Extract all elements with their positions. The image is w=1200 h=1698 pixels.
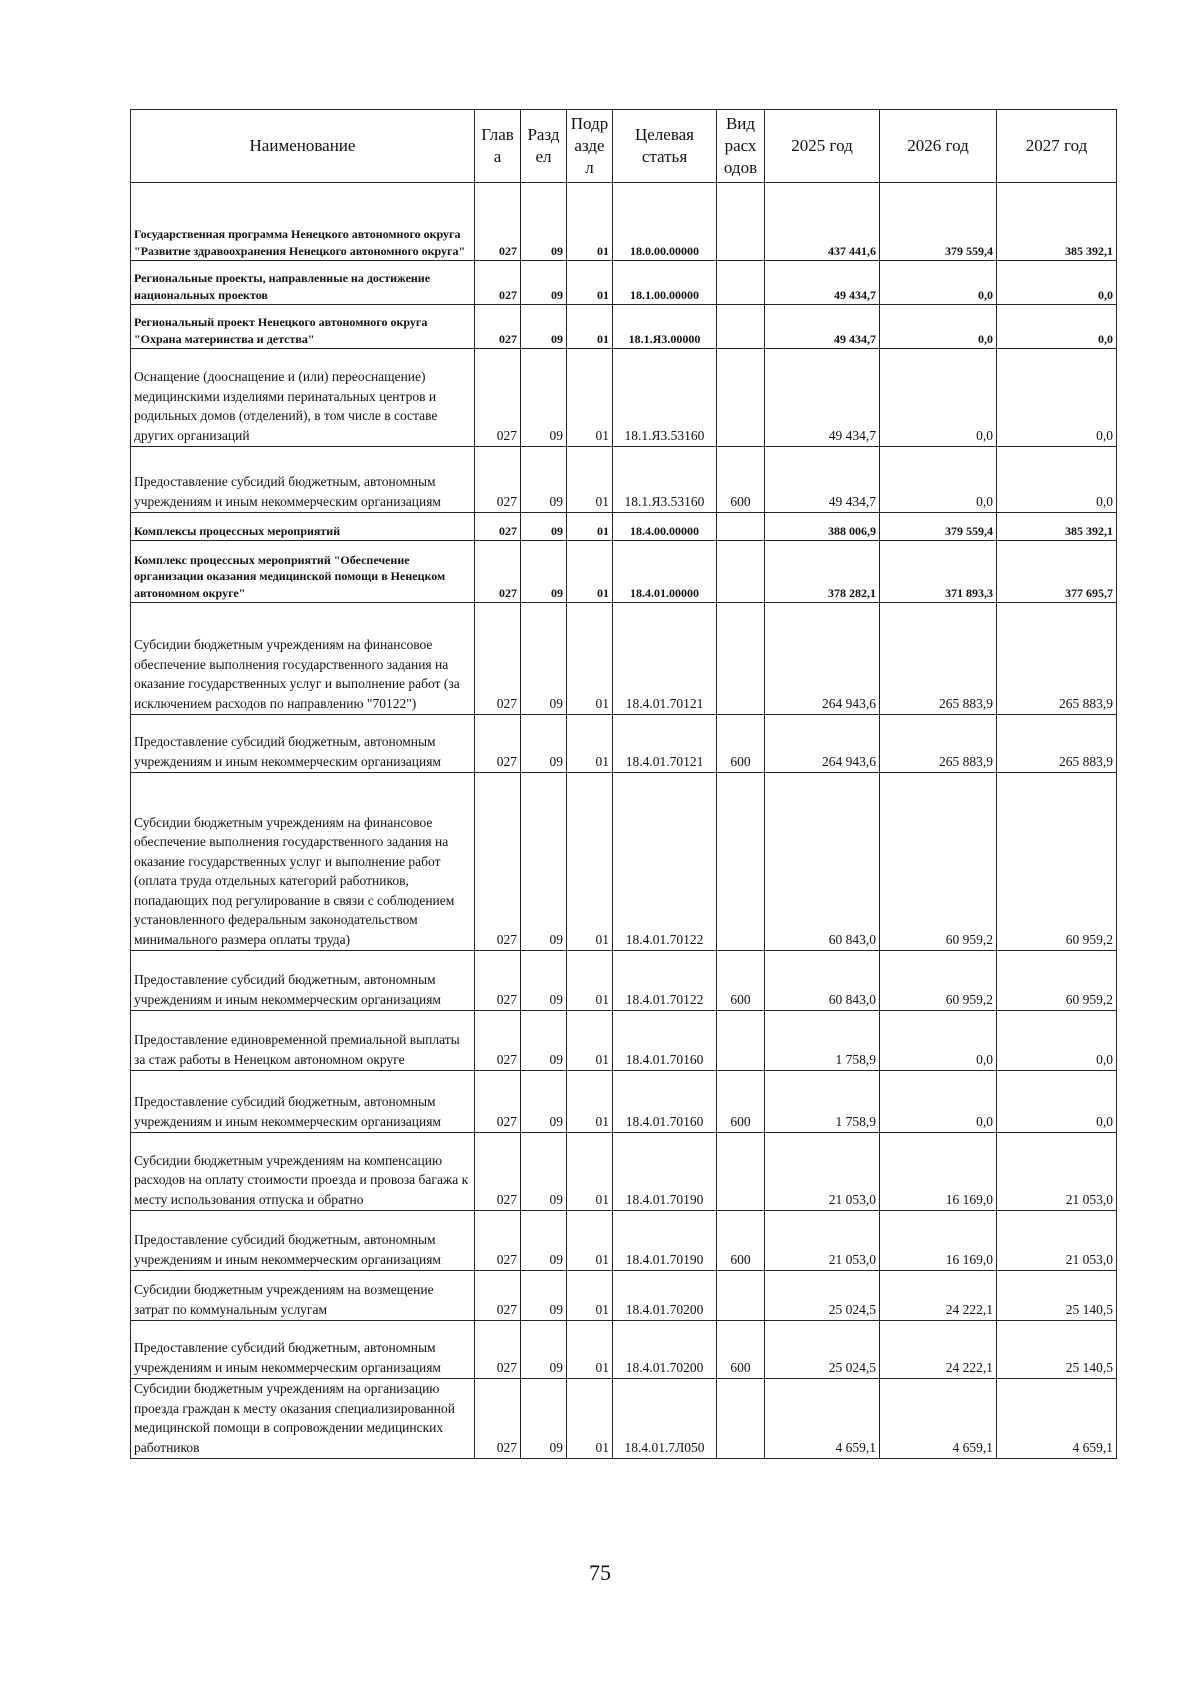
row-2027: 0,0 <box>997 1071 1117 1133</box>
row-razdel: 09 <box>521 715 567 773</box>
row-podrazdel: 01 <box>567 1133 613 1211</box>
row-vid <box>717 305 765 349</box>
row-name: Субсидии бюджетным учреждениям на организацию проезда граждан к месту оказания специализированной медицинской помощи в сопровождении медицинских работников <box>131 1379 475 1459</box>
row-vid: 600 <box>717 951 765 1011</box>
row-article: 18.1.00.00000 <box>613 261 717 305</box>
row-article: 18.4.01.70190 <box>613 1211 717 1271</box>
row-glava: 027 <box>475 349 521 447</box>
row-2027: 0,0 <box>997 447 1117 513</box>
table-row <box>131 1011 1117 1071</box>
row-razdel: 09 <box>521 1321 567 1379</box>
row-vid: 600 <box>717 1321 765 1379</box>
row-2026: 0,0 <box>880 1071 997 1133</box>
row-2027: 60 959,2 <box>997 951 1117 1011</box>
row-name: Комплексы процессных мероприятий <box>131 513 475 541</box>
row-podrazdel: 01 <box>567 1379 613 1459</box>
row-name: Региональный проект Ненецкого автономного округа "Охрана материнства и детства" <box>131 305 475 349</box>
row-2026: 24 222,1 <box>880 1321 997 1379</box>
row-vid: 600 <box>717 715 765 773</box>
row-razdel: 09 <box>521 951 567 1011</box>
row-2025: 60 843,0 <box>765 773 880 951</box>
row-name: Комплекс процессных мероприятий "Обеспечение организации оказания медицинской помощи в Ненецком автономном округе" <box>131 541 475 603</box>
row-article: 18.4.01.70200 <box>613 1271 717 1321</box>
row-glava: 027 <box>475 1133 521 1211</box>
row-vid <box>717 1271 765 1321</box>
row-vid <box>717 603 765 715</box>
row-razdel: 09 <box>521 773 567 951</box>
row-article: 18.4.01.70160 <box>613 1011 717 1071</box>
table-row <box>131 513 1117 541</box>
table-row <box>131 1133 1117 1211</box>
row-glava: 027 <box>475 513 521 541</box>
row-glava: 027 <box>475 1071 521 1133</box>
page-number: 75 <box>589 1560 611 1585</box>
row-article: 18.4.01.70122 <box>613 773 717 951</box>
row-2026: 379 559,4 <box>880 513 997 541</box>
row-podrazdel: 01 <box>567 1071 613 1133</box>
row-2026: 0,0 <box>880 349 997 447</box>
header-row <box>131 110 1117 183</box>
table-row <box>131 1271 1117 1321</box>
row-article: 18.1.Я3.00000 <box>613 305 717 349</box>
row-razdel: 09 <box>521 1071 567 1133</box>
row-razdel: 09 <box>521 1133 567 1211</box>
table-row <box>131 183 1117 261</box>
row-podrazdel: 01 <box>567 541 613 603</box>
row-podrazdel: 01 <box>567 1271 613 1321</box>
row-podrazdel: 01 <box>567 305 613 349</box>
row-glava: 027 <box>475 603 521 715</box>
row-article: 18.4.01.70160 <box>613 1071 717 1133</box>
row-razdel: 09 <box>521 447 567 513</box>
header-2026: 2026 год <box>880 110 997 183</box>
row-2027: 21 053,0 <box>997 1211 1117 1271</box>
header-glava: Глав а <box>475 110 521 183</box>
row-podrazdel: 01 <box>567 603 613 715</box>
row-article: 18.4.00.00000 <box>613 513 717 541</box>
row-2027: 377 695,7 <box>997 541 1117 603</box>
row-podrazdel: 01 <box>567 447 613 513</box>
row-name: Государственная программа Ненецкого автономного округа "Развитие здравоохранения Ненецкого автономного округа" <box>131 183 475 261</box>
row-podrazdel: 01 <box>567 349 613 447</box>
row-glava: 027 <box>475 1211 521 1271</box>
row-2026: 0,0 <box>880 261 997 305</box>
row-vid <box>717 773 765 951</box>
row-vid: 600 <box>717 1211 765 1271</box>
row-2026: 0,0 <box>880 1011 997 1071</box>
table-row <box>131 715 1117 773</box>
row-2025: 25 024,5 <box>765 1321 880 1379</box>
row-name: Субсидии бюджетным учреждениям на финансовое обеспечение выполнения государственного задания на оказание государственных услуг и выполнение работ (оплата труда отдельных категорий работников, попадающих под регулирование в связи с соблюдением установленного федеральным законодательством минимального размера оплаты труда) <box>131 773 475 951</box>
row-2026: 379 559,4 <box>880 183 997 261</box>
row-razdel: 09 <box>521 1211 567 1271</box>
row-2025: 49 434,7 <box>765 447 880 513</box>
row-glava: 027 <box>475 1011 521 1071</box>
row-article: 18.4.01.70200 <box>613 1321 717 1379</box>
header-vid: Вид расх одов <box>717 110 765 183</box>
row-2027: 0,0 <box>997 349 1117 447</box>
row-2026: 371 893,3 <box>880 541 997 603</box>
row-article: 18.4.01.7Л050 <box>613 1379 717 1459</box>
row-glava: 027 <box>475 1271 521 1321</box>
row-article: 18.4.01.70121 <box>613 715 717 773</box>
header-name: Наименование <box>131 110 475 183</box>
row-2027: 25 140,5 <box>997 1271 1117 1321</box>
row-vid <box>717 349 765 447</box>
row-2027: 0,0 <box>997 305 1117 349</box>
row-podrazdel: 01 <box>567 513 613 541</box>
row-2026: 4 659,1 <box>880 1379 997 1459</box>
header-2025: 2025 год <box>765 110 880 183</box>
row-name: Предоставление субсидий бюджетным, автономным учреждениям и иным некоммерческим организациям <box>131 1321 475 1379</box>
row-name: Предоставление единовременной премиальной выплаты за стаж работы в Ненецком автономном округе <box>131 1011 475 1071</box>
row-2025: 1 758,9 <box>765 1011 880 1071</box>
row-glava: 027 <box>475 261 521 305</box>
table-row <box>131 305 1117 349</box>
row-2025: 388 006,9 <box>765 513 880 541</box>
header-article: Целевая статья <box>613 110 717 183</box>
row-podrazdel: 01 <box>567 183 613 261</box>
row-name: Предоставление субсидий бюджетным, автономным учреждениям и иным некоммерческим организациям <box>131 1071 475 1133</box>
row-article: 18.0.00.00000 <box>613 183 717 261</box>
row-glava: 027 <box>475 951 521 1011</box>
row-glava: 027 <box>475 715 521 773</box>
row-article: 18.4.01.70122 <box>613 951 717 1011</box>
row-2025: 49 434,7 <box>765 305 880 349</box>
row-article: 18.4.01.70190 <box>613 1133 717 1211</box>
row-2026: 265 883,9 <box>880 715 997 773</box>
row-2027: 0,0 <box>997 261 1117 305</box>
row-2027: 265 883,9 <box>997 715 1117 773</box>
table-row <box>131 541 1117 603</box>
row-name: Субсидии бюджетным учреждениям на финансовое обеспечение выполнения государственного задания на оказание государственных услуг и выполнение работ (за исключением расходов по направлению "70122") <box>131 603 475 715</box>
row-2025: 4 659,1 <box>765 1379 880 1459</box>
row-2025: 437 441,6 <box>765 183 880 261</box>
row-razdel: 09 <box>521 1379 567 1459</box>
row-vid: 600 <box>717 1071 765 1133</box>
row-glava: 027 <box>475 305 521 349</box>
table-row <box>131 1321 1117 1379</box>
row-2027: 0,0 <box>997 1011 1117 1071</box>
row-article: 18.4.01.00000 <box>613 541 717 603</box>
row-2026: 0,0 <box>880 447 997 513</box>
row-vid <box>717 183 765 261</box>
budget-table-sheet <box>130 109 1116 1459</box>
row-2027: 25 140,5 <box>997 1321 1117 1379</box>
row-name: Оснащение (дооснащение и (или) переоснащение) медицинскими изделиями перинатальных центров и родильных домов (отделений), в том числе в составе других организаций <box>131 349 475 447</box>
row-podrazdel: 01 <box>567 951 613 1011</box>
row-name: Субсидии бюджетным учреждениям на компенсацию расходов на оплату стоимости проезда и провоза багажа к месту использования отпуска и обратно <box>131 1133 475 1211</box>
row-article: 18.1.Я3.53160 <box>613 447 717 513</box>
table-row <box>131 773 1117 951</box>
row-name: Предоставление субсидий бюджетным, автономным учреждениям и иным некоммерческим организациям <box>131 715 475 773</box>
header-2027: 2027 год <box>997 110 1117 183</box>
row-vid <box>717 1379 765 1459</box>
row-glava: 027 <box>475 1321 521 1379</box>
table-row <box>131 447 1117 513</box>
row-2027: 4 659,1 <box>997 1379 1117 1459</box>
table-row <box>131 603 1117 715</box>
row-2025: 264 943,6 <box>765 603 880 715</box>
row-vid: 600 <box>717 447 765 513</box>
row-2026: 60 959,2 <box>880 951 997 1011</box>
row-name: Предоставление субсидий бюджетным, автономным учреждениям и иным некоммерческим организациям <box>131 951 475 1011</box>
row-podrazdel: 01 <box>567 1211 613 1271</box>
table-row <box>131 261 1117 305</box>
row-glava: 027 <box>475 1379 521 1459</box>
row-2025: 49 434,7 <box>765 261 880 305</box>
row-2025: 1 758,9 <box>765 1071 880 1133</box>
row-2027: 265 883,9 <box>997 603 1117 715</box>
row-2026: 265 883,9 <box>880 603 997 715</box>
row-podrazdel: 01 <box>567 715 613 773</box>
row-razdel: 09 <box>521 183 567 261</box>
row-vid <box>717 1011 765 1071</box>
table-row <box>131 349 1117 447</box>
row-2025: 378 282,1 <box>765 541 880 603</box>
row-2026: 16 169,0 <box>880 1133 997 1211</box>
row-name: Предоставление субсидий бюджетным, автономным учреждениям и иным некоммерческим организациям <box>131 1211 475 1271</box>
row-glava: 027 <box>475 773 521 951</box>
row-vid <box>717 1133 765 1211</box>
row-2025: 21 053,0 <box>765 1133 880 1211</box>
row-article: 18.1.Я3.53160 <box>613 349 717 447</box>
row-2025: 25 024,5 <box>765 1271 880 1321</box>
row-razdel: 09 <box>521 1271 567 1321</box>
table-row <box>131 1071 1117 1133</box>
row-2025: 21 053,0 <box>765 1211 880 1271</box>
row-2027: 385 392,1 <box>997 183 1117 261</box>
row-podrazdel: 01 <box>567 1321 613 1379</box>
row-2025: 49 434,7 <box>765 349 880 447</box>
header-podrazdel: Подр азде л <box>567 110 613 183</box>
row-razdel: 09 <box>521 513 567 541</box>
row-2027: 385 392,1 <box>997 513 1117 541</box>
row-podrazdel: 01 <box>567 1011 613 1071</box>
row-glava: 027 <box>475 183 521 261</box>
row-2026: 0,0 <box>880 305 997 349</box>
row-2026: 24 222,1 <box>880 1271 997 1321</box>
row-vid <box>717 513 765 541</box>
row-razdel: 09 <box>521 541 567 603</box>
row-name: Предоставление субсидий бюджетным, автономным учреждениям и иным некоммерческим организациям <box>131 447 475 513</box>
row-2027: 21 053,0 <box>997 1133 1117 1211</box>
row-podrazdel: 01 <box>567 773 613 951</box>
row-2025: 264 943,6 <box>765 715 880 773</box>
row-name: Субсидии бюджетным учреждениям на возмещение затрат по коммунальным услугам <box>131 1271 475 1321</box>
row-vid <box>717 261 765 305</box>
row-glava: 027 <box>475 541 521 603</box>
row-razdel: 09 <box>521 261 567 305</box>
table-row <box>131 1379 1117 1459</box>
row-name: Региональные проекты, направленные на достижение национальных проектов <box>131 261 475 305</box>
row-razdel: 09 <box>521 349 567 447</box>
row-2025: 60 843,0 <box>765 951 880 1011</box>
row-2026: 16 169,0 <box>880 1211 997 1271</box>
row-glava: 027 <box>475 447 521 513</box>
table-row <box>131 1211 1117 1271</box>
row-razdel: 09 <box>521 603 567 715</box>
budget-table <box>130 109 1117 1459</box>
row-article: 18.4.01.70121 <box>613 603 717 715</box>
row-2027: 60 959,2 <box>997 773 1117 951</box>
table-row <box>131 951 1117 1011</box>
row-razdel: 09 <box>521 305 567 349</box>
row-podrazdel: 01 <box>567 261 613 305</box>
row-2026: 60 959,2 <box>880 773 997 951</box>
row-razdel: 09 <box>521 1011 567 1071</box>
row-vid <box>717 541 765 603</box>
header-razdel: Разд ел <box>521 110 567 183</box>
